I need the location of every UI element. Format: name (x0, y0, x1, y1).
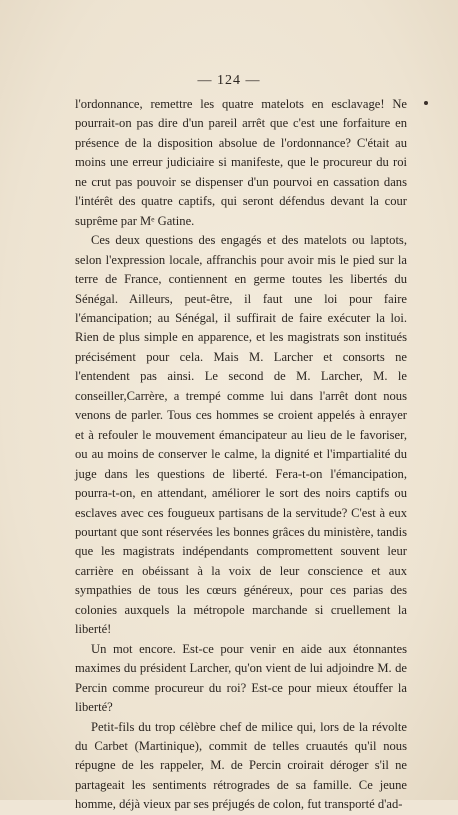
paragraph-1: l'ordonnance, remettre les quatre matelots en esclavage! Ne pourrait-on pas dire d'un pareil arrêt que c'est une forfaiture en présence de la disposition absolue de l'ordonnance? C'était au moins une erreur judiciaire si manifeste, que le procureur du roi ne crut pas pouvoir se dispenser d'un pourvoi en cassation dans l'intérêt des quatre captifs, qui seront défendus devant la cour suprême par Mᵉ Gatine. (75, 97, 407, 228)
page-number: — 124 — (197, 73, 261, 88)
paragraph-3: Un mot encore. Est-ce pour venir en aide aux étonnantes maximes du président Larcher, qu'on vient de lui adjoindre M. de Percin comme procureur du roi? Est-ce pour mieux étouffer la liberté? (75, 641, 407, 715)
body-text (75, 95, 407, 815)
ink-dot-mark (424, 101, 428, 105)
paragraph-4: Petit-fils du trop célèbre chef de milice qui, lors de la révolte du Carbet (Martinique), commit de telles cruautés qu'il nous répugne de les rappeler, M. de Percin croirait déroger s'il ne partageait les sentiments rétrogrades de sa famille. Ce jeune homme, déjà vieux par ses préjugés de colon, fut transporté d'ad- (75, 719, 407, 812)
paragraph-2: Ces deux questions des engagés et des matelots ou laptots, selon l'expression locale, affranchis pour avoir mis le pied sur la terre de France, contiennent en germe toutes les libertés du Sénégal. Ailleurs, peut-être, il faut une loi pour faire l'émancipation; au Sénégal, il suffirait de faire exécuter la loi. Rien de plus simple en apparence, et les magistrats son institués précisément pour cela. Mais M. Larcher et consorts ne l'entendent pas ainsi. Le second de M. Larcher, M. le conseiller,Carrère, a trempé comme lui dans l'arrêt dont nous venons de parler. Tous ces hommes se croient appelés à enrayer et à refouler le mouvement émancipateur au lieu de le favoriser, ou au moins de conserver le calme, la dignité et l'impartialité du juge dans les questions de liberté. Fera-t-on l'émancipation, pourra-t-on, en attendant, améliorer le sort des noirs captifs ou esclaves avec ces fougueux partisans de la servitude? C'est à eux pourtant que sont réservées les bonnes grâces du ministère, tandis que les magistrats indépendants compromettent souvent leur carrière en obéissant à la voix de leur conscience et aux sympathies de tous les cœurs généreux, pour ces parias des colonies auxquels la métropole marchande si cruellement la liberté! (75, 233, 407, 637)
